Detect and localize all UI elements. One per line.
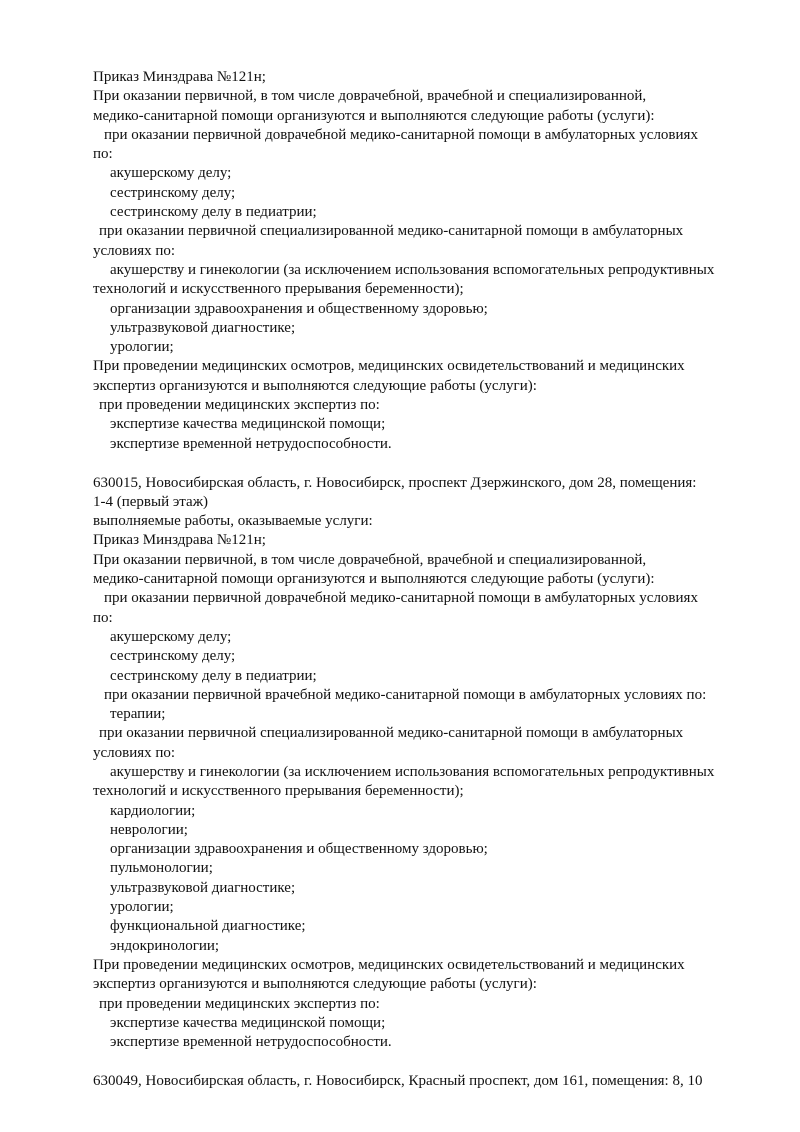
text-line: экспертизе качества медицинской помощи; [110, 1014, 386, 1031]
text-line: при проведении медицинских экспертиз по: [99, 397, 380, 414]
text-line: акушерскому делу; [110, 165, 232, 182]
text-line: экспертизе качества медицинской помощи; [110, 416, 386, 433]
text-line: 630015, Новосибирская область, г. Новосибирск, проспект Дзержинского, дом 28, помещения: [93, 474, 697, 491]
paragraph-gap [93, 454, 783, 474]
text-line: при оказании первичной доврачебной медико-санитарной помощи в амбулаторных условиях [104, 590, 698, 607]
text-line: по: [93, 609, 113, 626]
text-line: При оказании первичной, в том числе доврачебной, врачебной и специализированной, [93, 551, 647, 568]
text-line: неврологии; [110, 821, 188, 838]
paragraph-gap [93, 1052, 783, 1072]
text-line: при оказании первичной специализированной медико-санитарной помощи в амбулаторных [99, 223, 684, 240]
text-line: сестринскому делу; [110, 648, 236, 665]
text-line: кардиологии; [110, 802, 196, 819]
text-line: при оказании первичной специализированной медико-санитарной помощи в амбулаторных [99, 725, 684, 742]
document-section [93, 474, 783, 1053]
text-line: технологий и искусственного прерывания беременности); [93, 783, 464, 800]
text-line: функциональной диагностике; [110, 918, 306, 935]
text-line: по: [93, 146, 113, 163]
text-line: организации здравоохранения и общественному здоровью; [110, 841, 488, 858]
text-line: экспертиз организуются и выполняются следующие работы (услуги): [93, 976, 537, 993]
text-line: Приказ Минздрава №121н; [93, 69, 266, 85]
text-line: ультразвуковой диагностике; [110, 319, 296, 336]
text-line: 630049, Новосибирская область, г. Новосибирск, Красный проспект, дом 161, помещения: 8, 10 [93, 1073, 703, 1090]
text-line: сестринскому делу в педиатрии; [110, 204, 317, 221]
text-line: акушерству и гинекологии (за исключением использования вспомогательных репродуктивных [110, 261, 715, 278]
text-line: терапии; [110, 706, 166, 723]
text-line: При проведении медицинских осмотров, медицинских освидетельствований и медицинских [93, 956, 685, 973]
text-line: при проведении медицинских экспертиз по: [99, 995, 380, 1012]
text-line: пульмонологии; [110, 860, 213, 877]
document-section [93, 1072, 783, 1091]
text-line: условиях по: [93, 242, 176, 259]
text-line: ультразвуковой диагностике; [110, 879, 296, 896]
text-line: медико-санитарной помощи организуются и выполняются следующие работы (услуги): [93, 571, 655, 588]
text-line: 1-4 (первый этаж) [93, 493, 209, 510]
text-line: сестринскому делу в педиатрии; [110, 667, 317, 684]
text-line: экспертизе временной нетрудоспособности. [110, 435, 392, 452]
text-line: при оказании первичной врачебной медико-санитарной помощи в амбулаторных условиях по: [104, 686, 707, 703]
document-section [93, 68, 783, 454]
text-line: урологии; [110, 899, 174, 916]
text-line: при оказании первичной доврачебной медико-санитарной помощи в амбулаторных условиях [104, 126, 698, 143]
text-line: урологии; [110, 339, 174, 356]
text-line: выполняемые работы, оказываемые услуги: [93, 513, 373, 530]
text-line: организации здравоохранения и общественному здоровью; [110, 300, 488, 317]
text-line: При оказании первичной, в том числе доврачебной, врачебной и специализированной, [93, 88, 647, 105]
text-line: акушерскому делу; [110, 628, 232, 645]
text-line: сестринскому делу; [110, 184, 236, 201]
text-line: акушерству и гинекологии (за исключением использования вспомогательных репродуктивных [110, 763, 715, 780]
text-line: Приказ Минздрава №121н; [93, 532, 266, 549]
text-line: условиях по: [93, 744, 176, 761]
text-line: При проведении медицинских осмотров, медицинских освидетельствований и медицинских [93, 358, 685, 375]
text-line: технологий и искусственного прерывания беременности); [93, 281, 464, 298]
text-line: эндокринологии; [110, 937, 220, 954]
text-line: медико-санитарной помощи организуются и выполняются следующие работы (услуги): [93, 107, 655, 124]
text-line: экспертизе временной нетрудоспособности. [110, 1034, 392, 1051]
document-body [93, 68, 783, 1091]
text-line: экспертиз организуются и выполняются следующие работы (услуги): [93, 377, 537, 394]
